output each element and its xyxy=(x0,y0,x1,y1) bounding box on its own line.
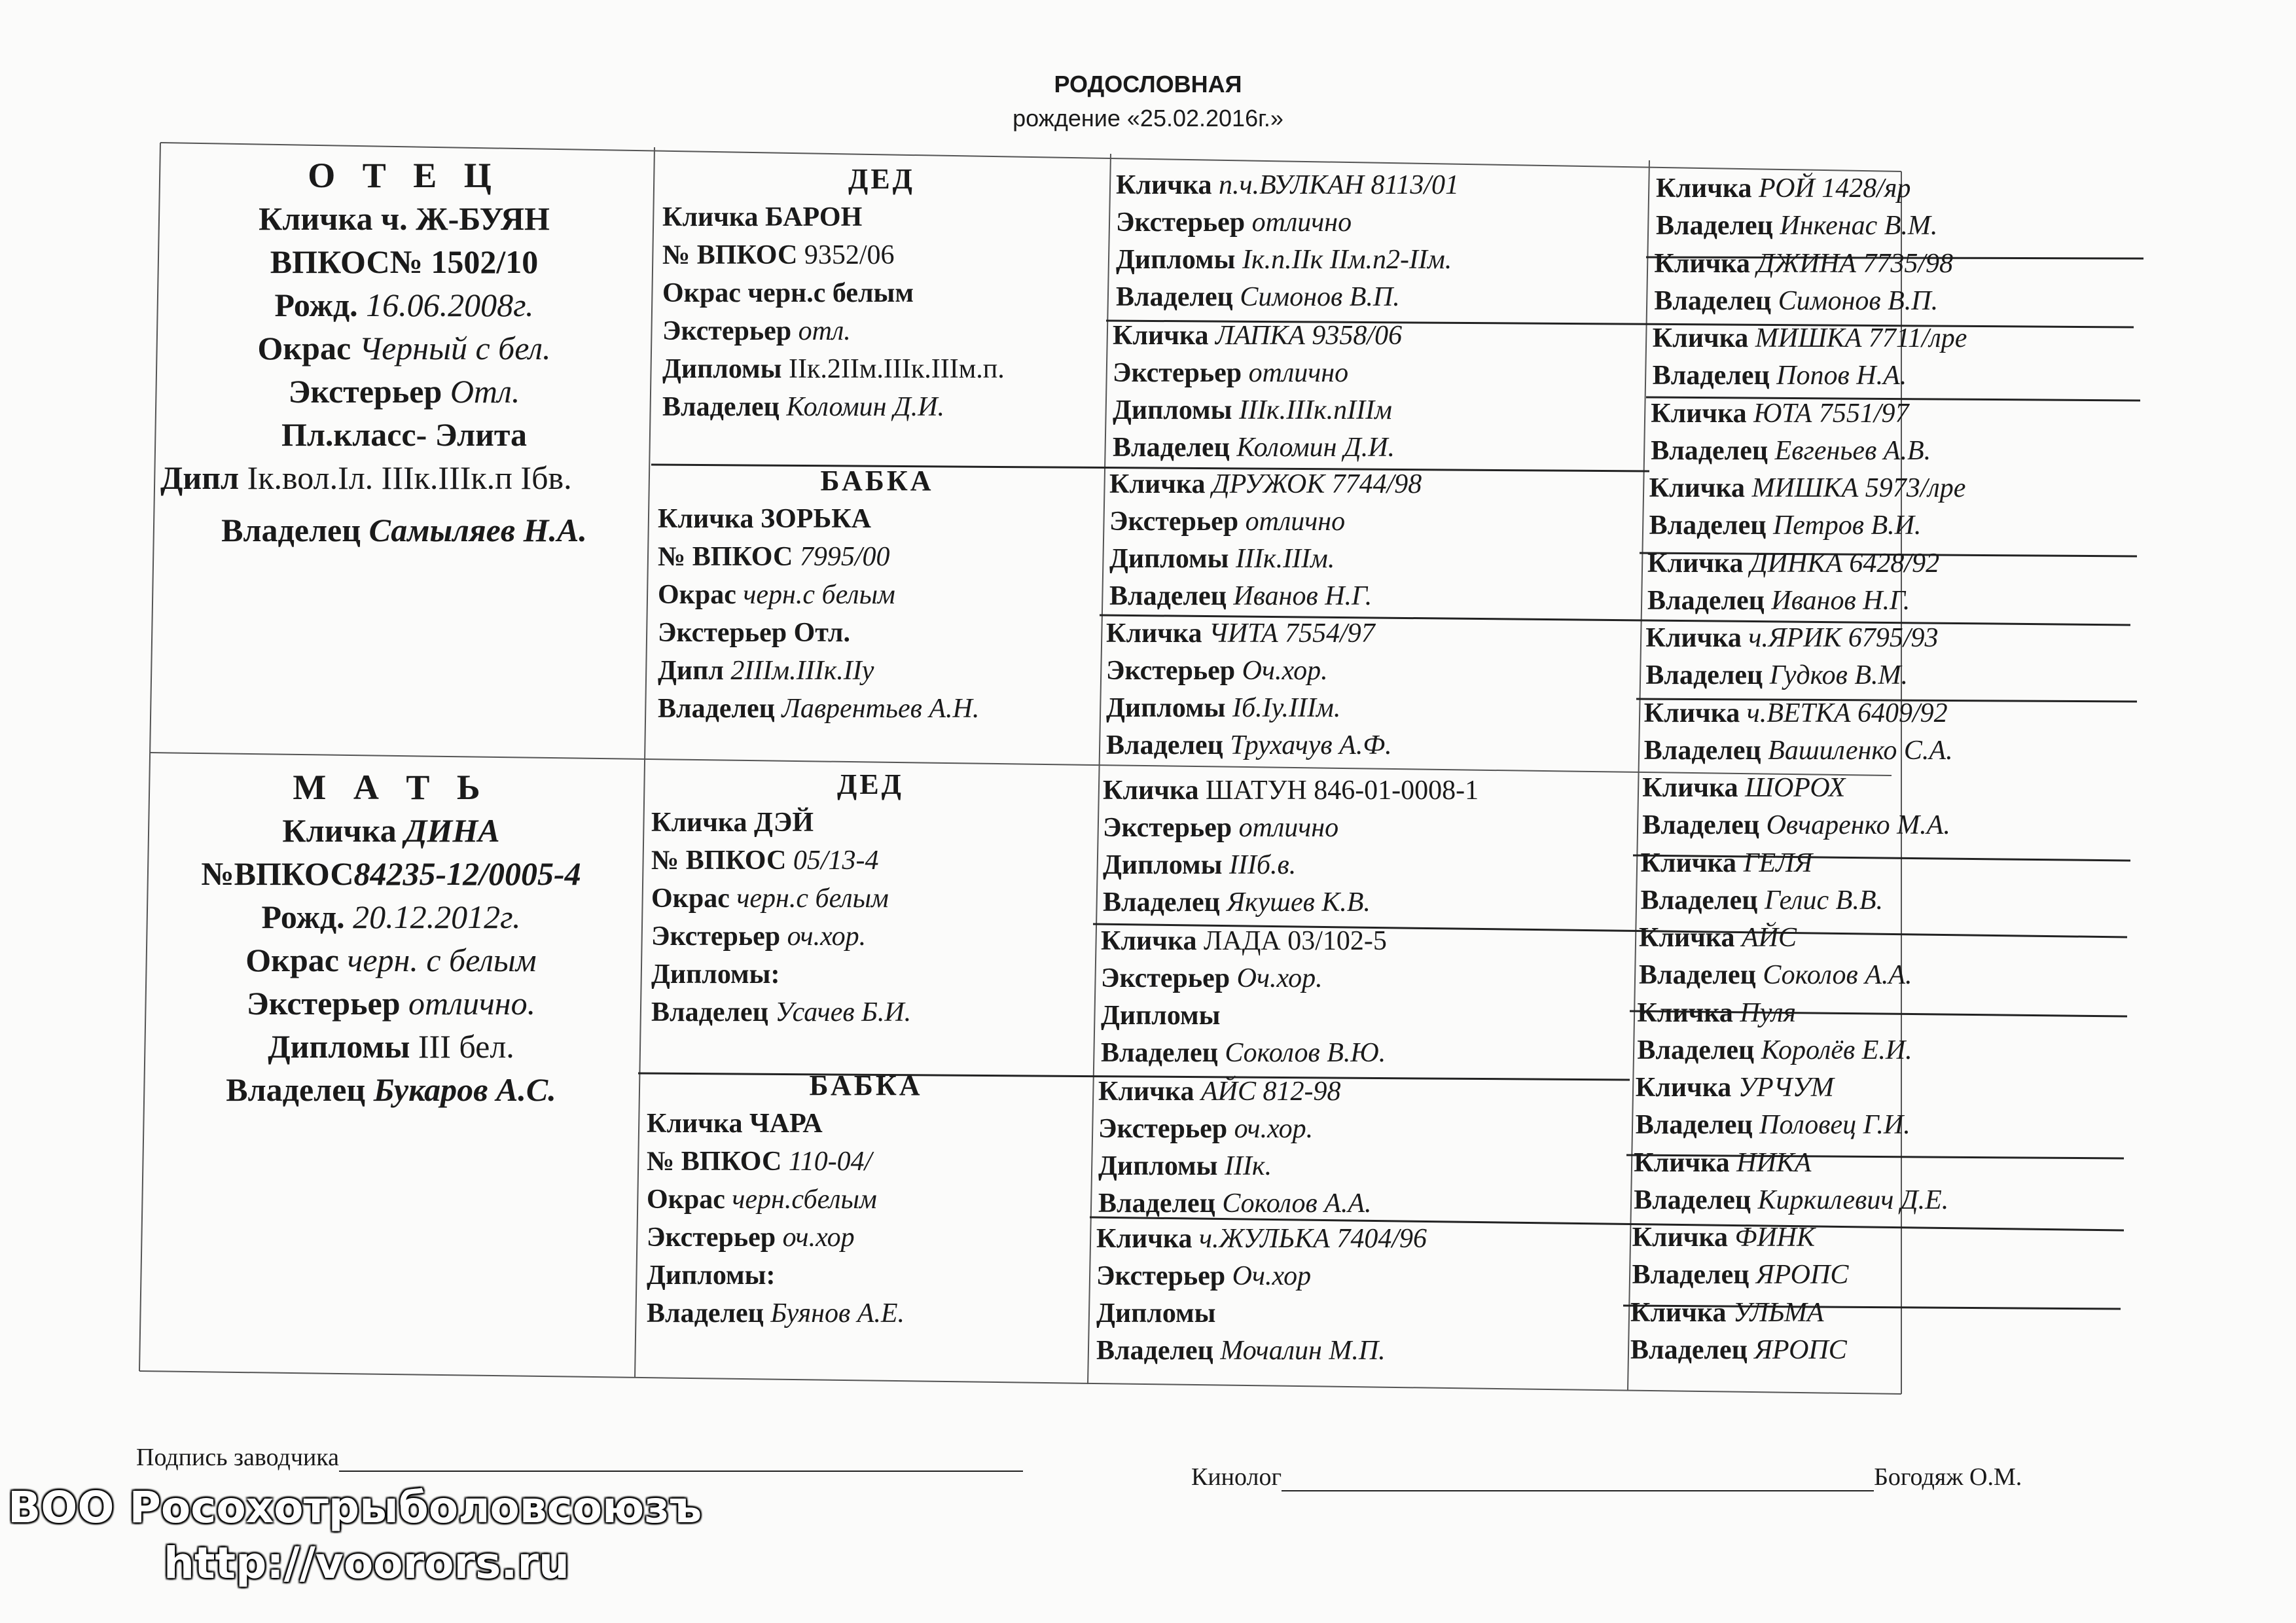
label: Кличка xyxy=(1109,469,1206,499)
value: ШАТУН 846-01-0008-1 xyxy=(1205,776,1479,806)
value: ФИНК xyxy=(1734,1222,1815,1253)
label: Дипломы xyxy=(1101,1001,1221,1031)
label: Дипломы xyxy=(1106,693,1226,723)
value: ч.ЯРИК 6795/93 xyxy=(1748,623,1939,653)
label: Дипломы xyxy=(1098,1151,1218,1181)
value: Оч.хор. xyxy=(1242,656,1328,686)
label: Экстерьер xyxy=(1098,1114,1228,1144)
breeder-signature xyxy=(136,1443,1023,1472)
value: ДЖИНА 7735/98 xyxy=(1757,248,1954,279)
label: Кличка xyxy=(1645,623,1742,653)
mother-color: черн. с белым xyxy=(347,942,537,978)
great-grandparent-card xyxy=(1116,167,1640,316)
value: ЯРОПС xyxy=(1755,1260,1849,1290)
label: Экстерьер xyxy=(1109,507,1239,537)
label: Кличка xyxy=(1649,473,1746,503)
great-great-grandparent-card xyxy=(1649,470,2134,544)
label: Дипл xyxy=(658,656,724,686)
label: Кличка xyxy=(259,200,373,237)
grandparent-card xyxy=(658,462,1096,728)
label: Кличка xyxy=(1635,1073,1732,1103)
label: Кличка xyxy=(1640,847,1737,878)
label: Окрас xyxy=(658,580,736,610)
label: Кличка xyxy=(1103,776,1199,806)
label: Дипломы xyxy=(1113,395,1232,425)
value: ЯРОПС xyxy=(1754,1334,1847,1365)
value: Симонов В.П. xyxy=(1240,282,1400,312)
value: РОЙ 1428/яр xyxy=(1758,173,1911,204)
great-grandparent-card xyxy=(1113,317,1636,467)
father-dipl: Iк.вол.Iл. IIIк.IIIк.п Iбв. xyxy=(247,459,572,496)
mother-reg: 84235-12/0005-4 xyxy=(353,855,581,892)
label: Владелец xyxy=(221,512,361,548)
value: ШОРОХ xyxy=(1745,773,1846,803)
great-great-grandparent-card xyxy=(1637,995,2121,1069)
value: Петров В.И. xyxy=(1772,510,1922,541)
value: оч.хор. xyxy=(1234,1114,1314,1144)
label: Владелец xyxy=(226,1071,366,1108)
value: АЙС xyxy=(1741,923,1797,953)
label: Владелец xyxy=(1634,1185,1751,1215)
value: ЧИТА 7554/97 xyxy=(1208,618,1375,649)
label: Кличка ЧАРА xyxy=(647,1109,823,1139)
label: Владелец xyxy=(1637,1035,1755,1065)
gp-heading: БАБКА xyxy=(820,465,934,497)
value: Инкенас В.М. xyxy=(1780,211,1938,241)
label: Кличка xyxy=(1116,170,1212,200)
mother-card xyxy=(147,759,635,1111)
great-great-grandparent-card xyxy=(1634,1145,2118,1219)
gp-heading: ДЕД xyxy=(837,768,904,800)
value: 9352/06 xyxy=(804,240,895,270)
value: черн.с белым xyxy=(736,883,889,914)
great-great-grandparent-card xyxy=(1647,545,2132,620)
value: Попов Н.А. xyxy=(1776,361,1907,391)
cynologist-signature xyxy=(1191,1463,2022,1491)
value: 2IIIм.IIIк.IIу xyxy=(730,656,874,686)
label: Экстерьер xyxy=(1106,656,1236,686)
label: Владелец xyxy=(1101,1038,1218,1068)
label: Владелец xyxy=(1654,285,1772,316)
value: ДИНКА 6428/92 xyxy=(1749,548,1940,579)
label: Экстерьер xyxy=(288,373,442,410)
value: ЛАПКА 9358/06 xyxy=(1215,321,1403,351)
label: Владелец xyxy=(1649,510,1767,541)
value: Иванов Н.Г. xyxy=(1233,581,1372,611)
father-owner: Самыляев Н.А. xyxy=(368,512,587,548)
value: Вашиленко С.А. xyxy=(1768,735,1953,766)
label: Окрас xyxy=(647,1185,725,1215)
great-grandparent-card xyxy=(1101,923,1624,1072)
great-great-grandparent-card xyxy=(1654,245,2138,320)
label: Кличка xyxy=(1106,618,1202,649)
label: Владелец xyxy=(1113,433,1230,463)
label: Кличка xyxy=(1651,398,1747,429)
label: Кличка xyxy=(1642,773,1738,803)
value: Мочалин М.П. xyxy=(1220,1336,1386,1366)
label: Окрас xyxy=(651,883,730,914)
mother-born: 20.12.2012г. xyxy=(353,899,521,935)
gp-heading: ДЕД xyxy=(848,163,915,195)
label: Владелец xyxy=(1098,1188,1215,1219)
great-grandparent-card xyxy=(1106,615,1630,764)
father-heading: О Т Е Ц xyxy=(308,156,501,195)
father-class: Пл.класс- Элита xyxy=(281,416,528,453)
value: МИШКА 7711/лре xyxy=(1755,323,1967,353)
value: 110-04/ xyxy=(788,1147,872,1177)
birth-date: рождение «25.02.2016г.» xyxy=(1013,105,1283,132)
great-great-grandparent-card xyxy=(1653,320,2137,395)
label: Владелец xyxy=(1652,361,1770,391)
value: ч.ВЕТКА 6409/92 xyxy=(1746,698,1948,728)
label: Кличка xyxy=(1098,1077,1194,1107)
label: Владелец xyxy=(1632,1260,1749,1290)
grandparent-card xyxy=(647,1067,1085,1332)
value: Гелис В.В. xyxy=(1764,885,1883,916)
label: Владелец xyxy=(1647,585,1765,616)
value: черн.сбелым xyxy=(732,1185,877,1215)
value: отлично xyxy=(1238,813,1339,843)
label: Владелец xyxy=(662,392,780,422)
great-great-grandparent-card xyxy=(1651,395,2135,470)
label: Рожд. xyxy=(274,287,358,323)
label: Кличка xyxy=(1643,698,1740,728)
value: Якушев К.В. xyxy=(1227,887,1371,918)
value: АЙС 812-98 xyxy=(1200,1077,1341,1107)
value: Усачев Б.И. xyxy=(775,997,912,1027)
label: Кличка xyxy=(1656,173,1752,204)
label: Владелец xyxy=(1640,885,1758,916)
label: Кличка xyxy=(282,812,397,849)
label: Кличка xyxy=(1096,1224,1193,1254)
value: Иванов Н.Г. xyxy=(1771,585,1910,616)
label: Экстерьер xyxy=(1113,358,1242,388)
value: п.ч.ВУЛКАН 8113/01 xyxy=(1218,170,1459,200)
label: Экстерьер xyxy=(1096,1261,1226,1291)
label: Владелец xyxy=(1642,810,1760,840)
value: оч.хор xyxy=(782,1222,855,1253)
label: Владелец xyxy=(651,997,768,1027)
value: оч.хор. xyxy=(787,921,867,952)
great-great-grandparent-card xyxy=(1630,1294,2115,1369)
label: Экстерьер xyxy=(647,1222,776,1253)
label: Владелец xyxy=(1643,735,1761,766)
father-card xyxy=(160,147,648,552)
great-grandparent-card xyxy=(1103,772,1626,921)
value: отлично xyxy=(1248,358,1349,388)
label: Владелец xyxy=(1096,1336,1213,1366)
label: Кличка xyxy=(662,202,759,232)
value: IIIк.IIIм. xyxy=(1235,544,1335,574)
value: Пуля xyxy=(1740,997,1797,1028)
label: № ВПКОС xyxy=(658,542,793,572)
value: отлично xyxy=(1245,507,1346,537)
great-grandparent-card xyxy=(1098,1073,1622,1222)
label: Экстерьер Отл. xyxy=(658,618,850,648)
label: Дипломы xyxy=(1116,245,1236,275)
label: Владелец xyxy=(1116,282,1233,312)
value: Гудков В.М. xyxy=(1769,660,1909,690)
father-reg: 1502/10 xyxy=(431,243,539,280)
cynologist-name: Богодяж О.М. xyxy=(1874,1463,2022,1491)
label: Экстерьер xyxy=(1103,813,1232,843)
value: отл. xyxy=(798,316,851,346)
gp-heading: БАБКА xyxy=(809,1069,923,1101)
value: Коломин Д.И. xyxy=(786,392,945,422)
label: Экстерьер xyxy=(1101,963,1230,993)
great-great-grandparent-card xyxy=(1639,919,2123,994)
document-title: РОДОСЛОВНАЯ xyxy=(1054,71,1242,98)
label: Кличка xyxy=(1101,926,1197,956)
label: Владелец xyxy=(658,694,775,724)
great-great-grandparent-card xyxy=(1636,1069,2120,1144)
label: Кличка xyxy=(1637,997,1733,1028)
label: Кличка xyxy=(1632,1222,1729,1253)
label: Владелец xyxy=(1645,660,1763,690)
label: Кличка xyxy=(1654,248,1750,279)
value: Оч.хор xyxy=(1232,1261,1312,1291)
father-name: ч. Ж-БУЯН xyxy=(380,200,550,237)
label: Кличка xyxy=(1647,548,1744,579)
value: ДРУЖОК 7744/98 xyxy=(1211,469,1422,499)
value: Евгеньев А.В. xyxy=(1774,435,1931,466)
value: Буянов А.Е. xyxy=(770,1298,905,1329)
label: Экстерьер xyxy=(651,921,781,952)
label: Владелец xyxy=(1635,1110,1753,1140)
great-great-grandparent-card xyxy=(1644,695,2128,770)
label: Дипломы: xyxy=(647,1260,776,1291)
value: Соколов А.А. xyxy=(1763,960,1912,990)
label: № ВПКОС xyxy=(647,1147,782,1177)
label: Кличка xyxy=(658,504,754,534)
cynologist-signature-line[interactable] xyxy=(1282,1490,1874,1491)
label: Владелец xyxy=(647,1298,764,1329)
value: Iк.п.IIк IIм.п2-IIм. xyxy=(1242,245,1452,275)
label: Кличка ДЭЙ xyxy=(651,808,814,838)
mother-owner: Букаров А.С. xyxy=(373,1071,556,1108)
value: Половец Г.И. xyxy=(1759,1110,1910,1140)
value: Королёв Е.И. xyxy=(1761,1035,1912,1065)
father-born: 16.06.2008г. xyxy=(366,287,534,323)
label: Окрас xyxy=(257,330,351,366)
value: IIк.2IIм.IIIк.IIIм.п. xyxy=(788,354,1005,384)
label: Дипломы xyxy=(662,354,782,384)
label: Окрас черн.с белым xyxy=(662,278,914,308)
value: Соколов В.Ю. xyxy=(1225,1038,1386,1068)
label: Кличка xyxy=(1652,323,1749,353)
value: УРЧУМ xyxy=(1738,1073,1834,1103)
mother-ext: отлично. xyxy=(408,985,536,1022)
great-great-grandparent-card xyxy=(1645,620,2130,694)
mother-dipl: III бел. xyxy=(418,1028,514,1065)
mother-name: ДИНА xyxy=(404,812,500,849)
great-grandparent-card xyxy=(1096,1221,1620,1370)
label: Экстерьер xyxy=(246,985,401,1022)
label: ВПКОС№ xyxy=(270,243,423,280)
value: IIIб.в. xyxy=(1229,850,1297,880)
value: НИКА xyxy=(1736,1147,1812,1178)
cynologist-label: Кинолог xyxy=(1191,1463,1282,1491)
value: Овчаренко М.А. xyxy=(1766,810,1950,840)
value: IIIк. xyxy=(1224,1151,1272,1181)
value: Соколов А.А. xyxy=(1222,1188,1372,1219)
value: УЛЬМА xyxy=(1732,1297,1824,1328)
label: Экстерьер xyxy=(662,316,792,346)
label: Окрас xyxy=(245,942,339,978)
value: черн.с белым xyxy=(743,580,895,610)
value: ч.ЖУЛЬКА 7404/96 xyxy=(1198,1224,1427,1254)
value: IIIк.IIIк.пIIIм xyxy=(1238,395,1392,425)
value: Оч.хор. xyxy=(1236,963,1323,993)
label: Дипломы xyxy=(268,1028,410,1065)
breeder-signature-label: Подпись заводчика xyxy=(136,1444,340,1471)
label: Владелец xyxy=(1103,887,1220,918)
value: отлично xyxy=(1251,207,1352,238)
value: 7995/00 xyxy=(799,542,890,572)
value: Симонов В.П. xyxy=(1778,285,1939,316)
label: Кличка xyxy=(1639,923,1735,953)
label: Владелец xyxy=(1639,960,1756,990)
father-color: Черный с бел. xyxy=(359,330,551,366)
label: Кличка xyxy=(1630,1297,1727,1328)
label: Владелец xyxy=(1109,581,1227,611)
value: Трухачув А.Ф. xyxy=(1230,730,1392,760)
label: Владелец xyxy=(1651,435,1768,466)
label: № ВПКОС xyxy=(651,846,787,876)
grandparent-card xyxy=(662,160,1101,426)
label: Кличка xyxy=(1113,321,1209,351)
label: Дипломы: xyxy=(651,959,780,990)
label: Экстерьер xyxy=(1116,207,1246,238)
value: Лаврентьев А.Н. xyxy=(781,694,980,724)
great-great-grandparent-card xyxy=(1642,770,2126,844)
value: БАРОН xyxy=(764,202,863,232)
grandparent-card xyxy=(651,766,1090,1031)
label: Владелец xyxy=(1106,730,1223,760)
value: ГЕЛЯ xyxy=(1743,847,1813,878)
label: Кличка xyxy=(1634,1147,1730,1178)
label: №ВПКОС xyxy=(201,855,354,892)
label: Дипломы xyxy=(1109,544,1229,574)
label: Дипломы xyxy=(1096,1298,1216,1329)
breeder-signature-line[interactable] xyxy=(339,1471,1023,1472)
label: Владелец xyxy=(1630,1334,1748,1365)
label: Дипл xyxy=(160,459,240,496)
great-great-grandparent-card xyxy=(1641,845,2125,919)
great-great-grandparent-card xyxy=(1632,1219,2117,1294)
mother-heading: М А Т Ь xyxy=(293,768,490,807)
label: Рожд. xyxy=(261,899,345,935)
value: Iб.Iу.IIIм. xyxy=(1232,693,1341,723)
father-ext: Отл. xyxy=(450,373,520,410)
label: Владелец xyxy=(1656,211,1773,241)
watermark-org: ВОО Росохотрыболовсоюзъ xyxy=(8,1482,702,1533)
watermark-url[interactable]: http://voorors.ru xyxy=(164,1538,569,1588)
value: Коломин Д.И. xyxy=(1236,433,1395,463)
value: ЛАДА 03/102-5 xyxy=(1203,926,1387,956)
value: ЗОРЬКА xyxy=(760,504,872,534)
great-grandparent-card xyxy=(1109,466,1633,615)
value: ЮТА 7551/97 xyxy=(1753,398,1909,429)
value: Киркилевич Д.Е. xyxy=(1757,1185,1949,1215)
value: МИШКА 5973/лре xyxy=(1751,473,1966,503)
great-great-grandparent-card xyxy=(1656,170,2140,245)
label: № ВПКОС xyxy=(662,240,798,270)
label: Дипломы xyxy=(1103,850,1223,880)
value: 05/13-4 xyxy=(793,846,879,876)
